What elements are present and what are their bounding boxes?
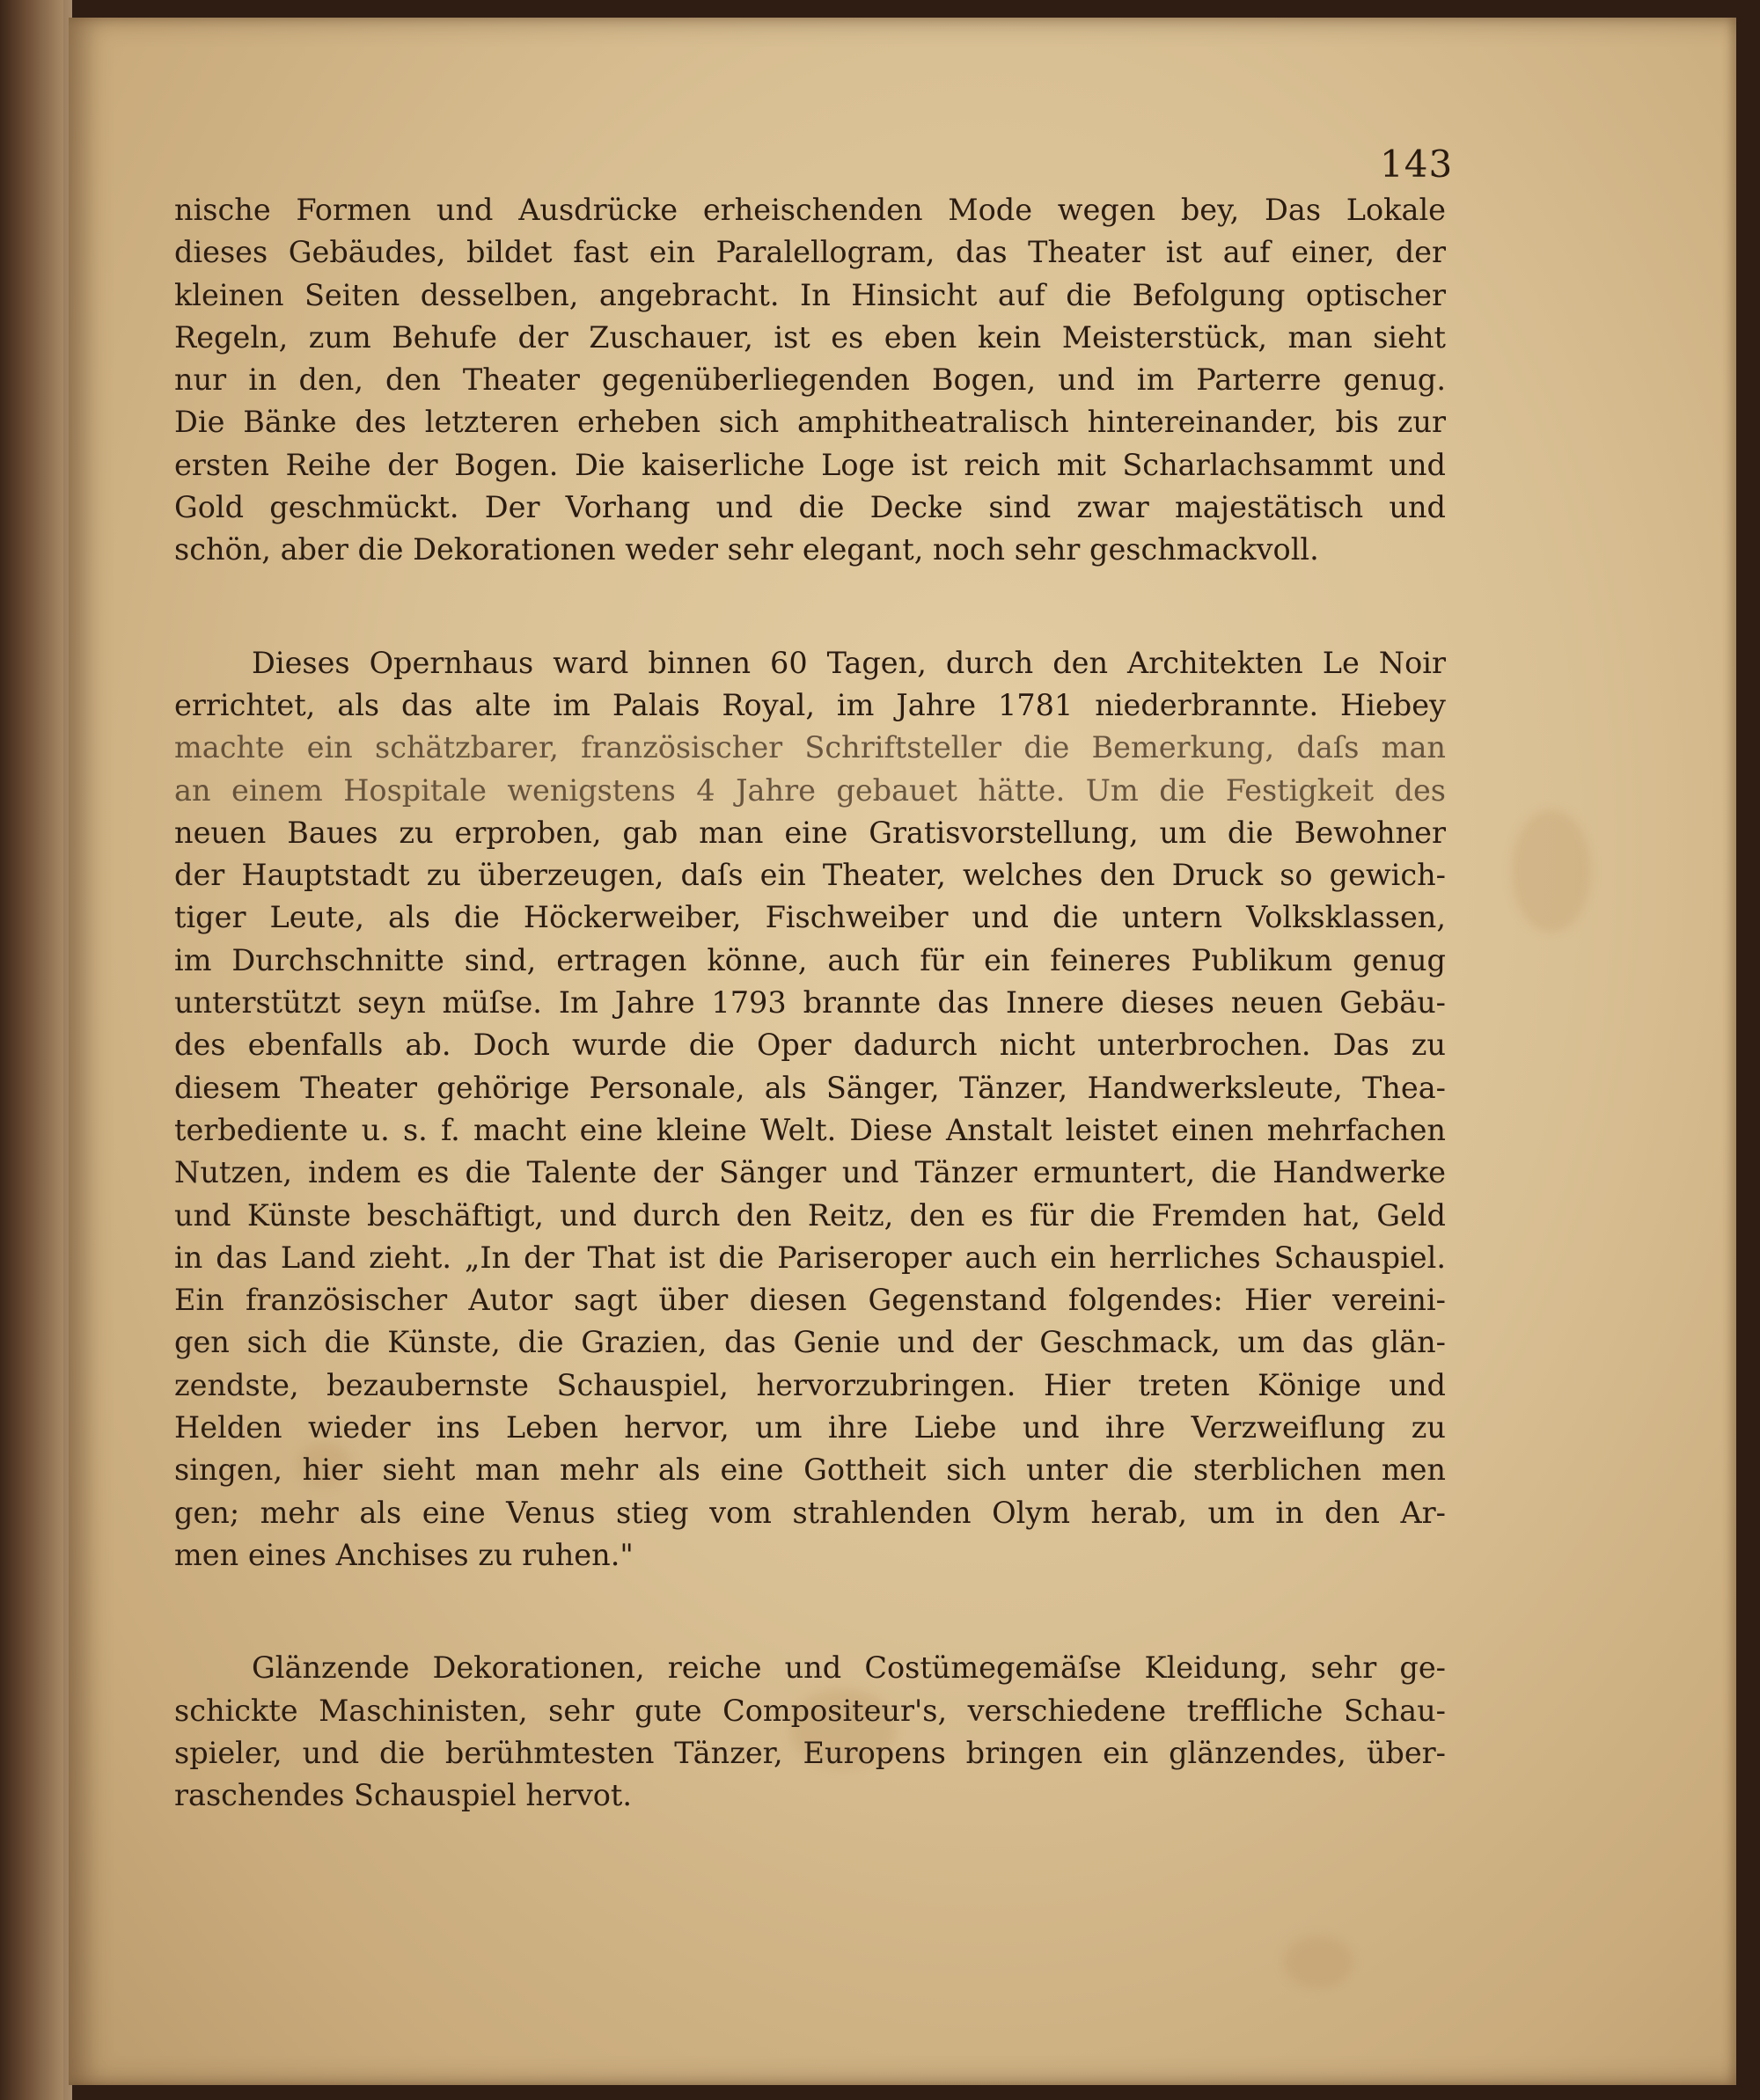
- text-line: und Künste beschäftigt, und durch den Reitz, den es für die Fremden hat, Geld: [174, 1197, 1446, 1233]
- text-line: singen, hier sieht man mehr als eine Gottheit sich unter die sterblichen men: [174, 1452, 1446, 1488]
- text-line: Die Bänke des letzteren erheben sich amphitheatralisch hintereinander, bis zur: [174, 405, 1446, 440]
- text-line: diesem Theater gehörige Personale, als Sänger, Tänzer, Handwerksleute, Thea-: [174, 1070, 1446, 1105]
- text-line: spieler, und die berühmtesten Tänzer, Europens bringen ein glänzendes, über-: [174, 1735, 1446, 1770]
- text-line: schön, aber die Dekorationen weder sehr elegant, noch sehr geschmackvoll.: [174, 532, 1319, 567]
- page-number: 143: [1380, 143, 1454, 186]
- text-line: ersten Reihe der Bogen. Die kaiserliche Loge ist reich mit Scharlachsammt und: [174, 447, 1446, 482]
- paragraph-decorations: [174, 1647, 1446, 1817]
- text-line: nur in den, den Theater gegenüberliegenden Bogen, und im Parterre genug.: [174, 362, 1446, 398]
- text-line: gen; mehr als eine Venus stieg vom strahlenden Olym herab, um in den Ar-: [174, 1495, 1446, 1530]
- text-line: terbediente u. s. f. macht eine kleine Welt. Diese Anstalt leistet einen mehrfachen: [174, 1112, 1446, 1147]
- text-line: schickte Maschinisten, sehr gute Compositeur's, verschiedene treffliche Schau-: [174, 1693, 1446, 1728]
- text-line: raschendes Schauspiel hervot.: [174, 1778, 633, 1813]
- text-line: zendste, bezaubernste Schauspiel, hervorzubringen. Hier treten Könige und: [174, 1367, 1446, 1402]
- text-line: errichtet, als das alte im Palais Royal, im Jahre 1781 niederbrannte. Hiebey: [174, 687, 1446, 722]
- text-line: der Hauptstadt zu überzeugen, daſs ein Theater, welches den Druck so gewich-: [174, 858, 1446, 893]
- text-line: nische Formen und Ausdrücke erheischenden Mode wegen bey, Das Lokale: [174, 193, 1446, 227]
- text-line: unterstützt seyn müſse. Im Jahre 1793 brannte das Innere dieses neuen Gebäu-: [174, 985, 1446, 1021]
- text-line: men eines Anchises zu ruhen.": [174, 1537, 634, 1572]
- text-line: dieses Gebäudes, bildet fast ein Paralellogram, das Theater ist auf einer, der: [174, 235, 1446, 270]
- text-line: Regeln, zum Behufe der Zuschauer, ist es eben kein Meisterstück, man sieht: [174, 319, 1446, 355]
- text-line: Glänzende Dekorationen, reiche und Costümegemäſse Kleidung, sehr ge-: [252, 1650, 1446, 1686]
- paragraph-opera-house-description: [174, 189, 1446, 572]
- text-line: gen sich die Künste, die Grazien, das Genie und der Geschmack, um das glän-: [174, 1325, 1446, 1360]
- text-line: Gold geschmückt. Der Vorhang und die Decke sind zwar majestätisch und: [174, 490, 1446, 525]
- text-line: neuen Baues zu erproben, gab man eine Gratisvorstellung, um die Bewohner: [174, 815, 1446, 850]
- text-line: tiger Leute, als die Höckerweiber, Fischweiber und die untern Volksklassen,: [174, 900, 1446, 935]
- text-line: Ein französischer Autor sagt über diesen Gegenstand folgendes: Hier vereini-: [174, 1283, 1446, 1318]
- foxing-stain: [1283, 1935, 1353, 1988]
- text-line: Helden wieder ins Leben hervor, um ihre Liebe und ihre Verzweiflung zu: [174, 1410, 1446, 1445]
- foxing-stain: [1512, 809, 1591, 933]
- body-text: [174, 189, 1446, 1817]
- text-line: Dieses Opernhaus ward binnen 60 Tagen, durch den Architekten Le Noir: [252, 645, 1446, 680]
- text-line: kleinen Seiten desselben, angebracht. In Hinsicht auf die Befolgung optischer: [174, 277, 1446, 312]
- text-line: in das Land zieht. „In der That ist die Pariseroper auch ein herrliches Schauspiel.: [174, 1240, 1446, 1275]
- text-line: im Durchschnitte sind, ertragen könne, auch für ein feineres Publikum genug: [174, 942, 1446, 977]
- text-line: Nutzen, indem es die Talente der Sänger und Tänzer ermuntert, die Handwerke: [174, 1155, 1446, 1190]
- paragraph-opera-history: [174, 642, 1446, 1577]
- text-line: machte ein schätzbarer, französischer Schriftsteller die Bemerkung, daſs man: [174, 730, 1446, 765]
- text-line: des ebenfalls ab. Doch wurde die Oper dadurch nicht unterbrochen. Das zu: [174, 1028, 1446, 1063]
- text-line: an einem Hospitale wenigstens 4 Jahre gebauet hätte. Um die Festigkeit des: [174, 772, 1446, 808]
- left-page-edge: [0, 0, 63, 2100]
